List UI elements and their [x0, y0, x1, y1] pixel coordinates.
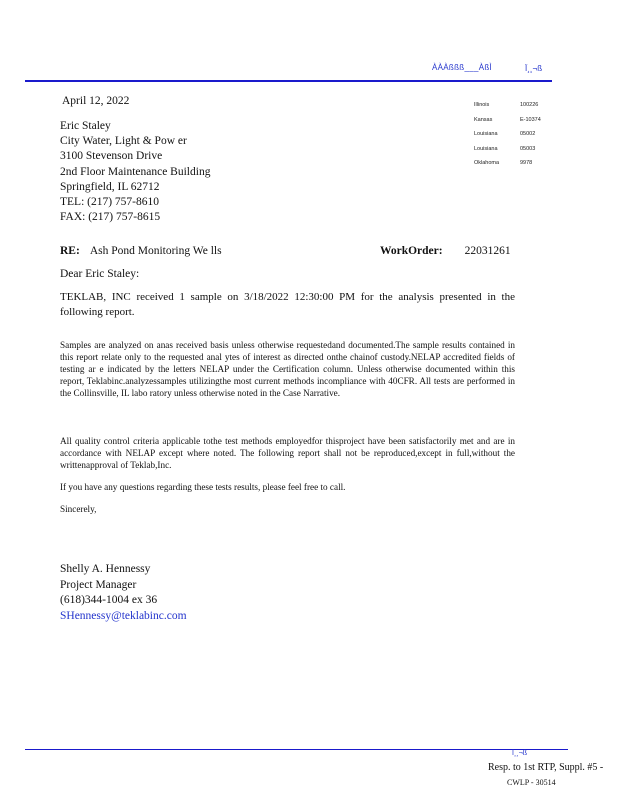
salutation: Dear Eric Staley: [60, 268, 140, 280]
cert-number: 05002 [520, 131, 536, 137]
workorder-value: 22031261 [464, 245, 511, 257]
address-line: TEL: (217) 757-8610 [60, 196, 160, 209]
cwlp-page-number: CWLP - 30514 [507, 778, 556, 787]
certification-row [474, 131, 584, 146]
signature-title: Project Manager [60, 578, 137, 591]
subject-line [60, 245, 222, 257]
header-divider [25, 80, 552, 82]
cert-number: 100226 [520, 102, 539, 108]
recipient-address [60, 119, 210, 225]
address-line: 3100 Stevenson Drive [60, 150, 163, 163]
workorder [380, 245, 511, 257]
letter-date: April 12, 2022 [62, 95, 130, 107]
certification-row [474, 102, 584, 117]
cert-state: Illinois [474, 102, 490, 108]
cert-state: Louisiana [474, 145, 498, 152]
certification-row [474, 146, 584, 161]
certification-list [474, 102, 584, 175]
header-logo-mark: Ï¸¸¬ß [525, 64, 543, 73]
cert-number: E-10374 [520, 116, 541, 123]
footer-divider [25, 749, 568, 750]
address-line: Springfield, IL 62712 [60, 180, 160, 193]
signature-phone: (618)344-1004 ex 36 [60, 594, 158, 606]
certification-row [474, 117, 584, 132]
cert-number: 9978 [520, 160, 533, 166]
re-label: RE: [60, 245, 80, 257]
closing: Sincerely, [60, 504, 97, 514]
re-text: Ash Pond Monitoring We lls [89, 245, 222, 257]
workorder-label: WorkOrder: [380, 245, 443, 257]
footer-logo-mark: Ï¸¸¬ß [512, 750, 527, 757]
address-line: City Water, Light & Pow er [60, 135, 187, 148]
address-line: FAX: (217) 757-8615 [60, 211, 161, 224]
response-reference: Resp. to 1st RTP, Suppl. #5 - [488, 762, 604, 773]
quality-paragraph: All quality control criteria applicable tothe test methods employedfor thisproject have been satisfactorily met and are in accordance with NELAP except where noted. The following report shall not be reproduced,except in full,without the writtenapproval of Teklab,Inc. [60, 436, 515, 470]
questions-paragraph: If you have any questions regarding these tests results, please feel free to call. [60, 482, 346, 492]
cert-state: Louisiana [474, 131, 498, 137]
certification-row [474, 160, 584, 175]
signature-name: Shelly A. Hennessy [60, 563, 151, 575]
signature-block [60, 562, 187, 624]
cert-number: 05003 [520, 145, 536, 152]
address-line: Eric Staley [60, 120, 111, 132]
analysis-paragraph: Samples are analyzed on anas received basis unless otherwise requestedand documented.The sample results contained in this report relate only to the requested anal ytes of interest as directed onthe chainof custody.NELAP accredited fields of testing ar e indicated by the letters NELAP under the Certification column. Unless otherwise documented within this report, Teklabinc.analyzessamples utilizingthe most current methods incompliance with 40CFR. All tests are performed in the Collinsville, IL labo ratory unless otherwise noted in the Case Narrative. [60, 340, 515, 398]
intro-paragraph: TEKLAB, INC received 1 sample on 3/18/2022 12:30:00 PM for the analysis presented in the following report. [60, 291, 515, 318]
signature-email-link[interactable]: SHennessy@teklabinc.com [60, 609, 187, 622]
header-logo-text: ÀÀÀßßß___ÀßÌ [432, 63, 493, 72]
cert-state: Kansas [474, 116, 493, 123]
cert-state: Oklahoma [474, 160, 500, 166]
address-line: 2nd Floor Maintenance Building [60, 165, 211, 178]
